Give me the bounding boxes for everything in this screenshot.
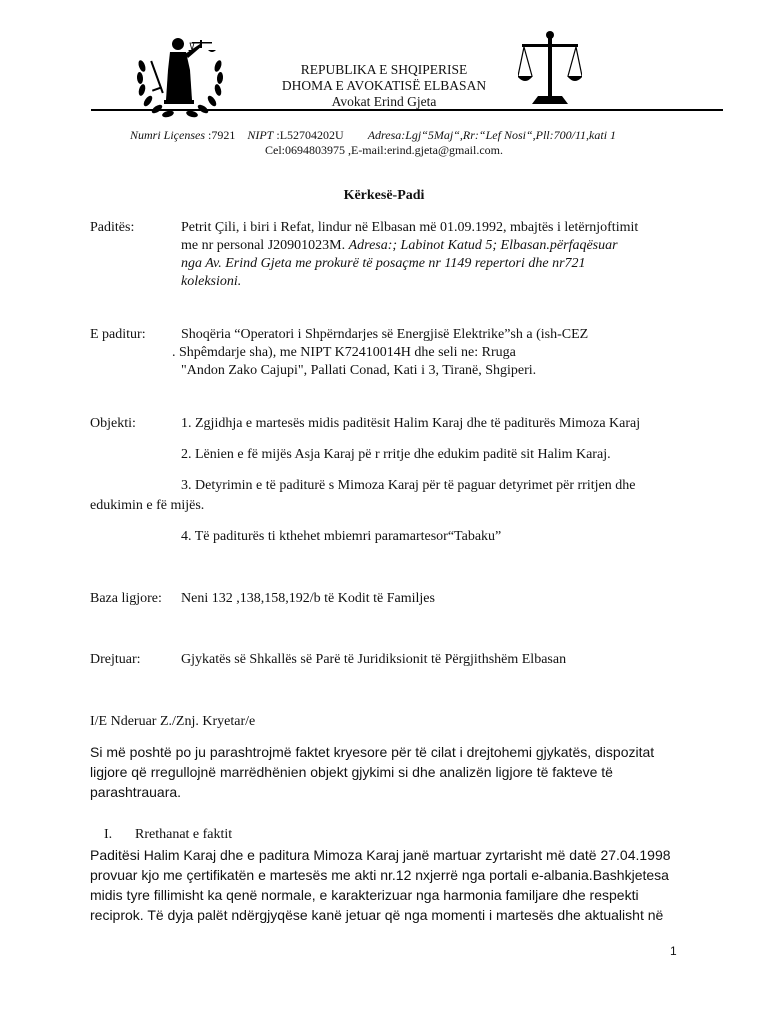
paditesi-line: nga Av. Erind Gjeta me prokurë të posaçme nr 1149 repertori dhe nr721 [181, 256, 586, 271]
intro-line: ligjore që rregullojnë marrëdhënien objekt gjykimi si dhe analizën ligjore të fakteve të [90, 764, 613, 780]
document-title: Kërkesë-Padi [343, 188, 425, 203]
facts-line: provuar kjo me çertifikatën e martesës me akti nr.12 nxjerrë nga portali e-albania.Bashkjetesa [90, 867, 669, 883]
section-title: Rrethanat e faktit [135, 827, 233, 842]
intro-line: parashtrauara. [90, 784, 182, 800]
salutation: I/E Nderuar Z./Znj. Kryetar/e [90, 714, 256, 729]
e-paditur-line: "Andon Zako Cajupi", Pallati Conad, Kati i 3, Tiranë, Shgiperi. [181, 363, 537, 378]
facts-paragraph [90, 845, 690, 925]
address: Adresa:Lgj“5Maj“,Rr:“Lef Nosi“,Pll:700/11,kati 1 [367, 128, 617, 142]
section-number: I. [104, 827, 113, 842]
objekti-item: 1. Zgjidhja e martesës midis paditësit Halim Karaj dhe të paditurës Mimoza Karaj [181, 416, 641, 431]
license-value: :7921 [208, 128, 236, 142]
e-paditur-line: Shoqëria “Operatori i Shpërndarjes së Energjisë Elektrike”sh a (ish-CEZ [181, 327, 589, 342]
header-divider [91, 109, 723, 111]
paditesi-line: Petrit Çili, i biri i Refat, lindur në Elbasan më 01.09.1992, mbajtës i letërnjoftimit [181, 220, 639, 235]
paditesi-text [181, 219, 681, 291]
license-label: Numri Liçenses [130, 128, 205, 142]
baza-ligjore-label: Baza ligjore: [90, 591, 162, 606]
drejtuar-label: Drejtuar: [90, 652, 141, 667]
drejtuar-text: Gjykatës së Shkallës së Parë të Juridiksionit të Përgjithshëm Elbasan [181, 652, 567, 667]
paditesi-line: me nr personal J20901023M. Adresa:; Labinot Katud 5; Elbasan.përfaqësuar [181, 238, 618, 253]
nipt-value: :L52704202U [276, 128, 344, 142]
paditesi-line: koleksioni. [181, 274, 242, 289]
page-number: 1 [670, 944, 677, 958]
header-lawyer: Avokat Erind Gjeta [331, 94, 437, 109]
facts-line: reciprok. Të dyja palët ndërgjyqëse kanë jetuar që nga momenti i martesës dhe aktualisht në [90, 907, 664, 923]
objekti-item: 3. Detyrimin e të paditurë s Mimoza Karaj për të paguar detyrimet për rritjen dhe [181, 478, 636, 493]
paditesi-label: Paditës: [90, 220, 135, 235]
objekti-item: 2. Lënien e fë mijës Asja Karaj pë r rritje dhe edukim paditë sit Halim Karaj. [181, 447, 611, 462]
license-line [130, 128, 616, 142]
e-paditur-label: E paditur: [90, 327, 146, 342]
header-chamber: DHOMA E AVOKATISË ELBASAN [281, 78, 487, 93]
intro-paragraph [90, 742, 690, 802]
scales-of-justice-logo [518, 30, 582, 105]
objekti-item-cont: edukimin e fë mijës. [90, 498, 205, 513]
header-country: REPUBLIKA E SHQIPERISE [300, 62, 468, 77]
objekti-label: Objekti: [90, 416, 136, 431]
baza-ligjore-text: Neni 132 ,138,158,192/b të Kodit të Familjes [181, 591, 435, 606]
e-paditur-line: . Shpêmdarje sha), me NIPT K72410014H dhe seli ne: Rruga [172, 345, 516, 360]
intro-line: Si më poshtë po ju parashtrojmë faktet kryesore për të cilat i drejtohemi gjykatës, dispozitat [90, 744, 655, 760]
contact-line: Cel:0694803975 ,E-mail:erind.gjeta@gmail.com. [264, 143, 503, 157]
facts-line: midis tyre fillimisht ka qenë normale, e karakterizuar nga harmonia familjare dhe respekti [90, 887, 639, 903]
nipt-label: NIPT [247, 128, 274, 142]
facts-line: Paditësi Halim Karaj dhe e paditura Mimoza Karaj janë martuar zyrtarisht më datë 27.04.1998 [90, 847, 671, 863]
objekti-item: 4. Të paditurës ti kthehet mbiemri paramartesor“Tabaku” [181, 529, 502, 544]
